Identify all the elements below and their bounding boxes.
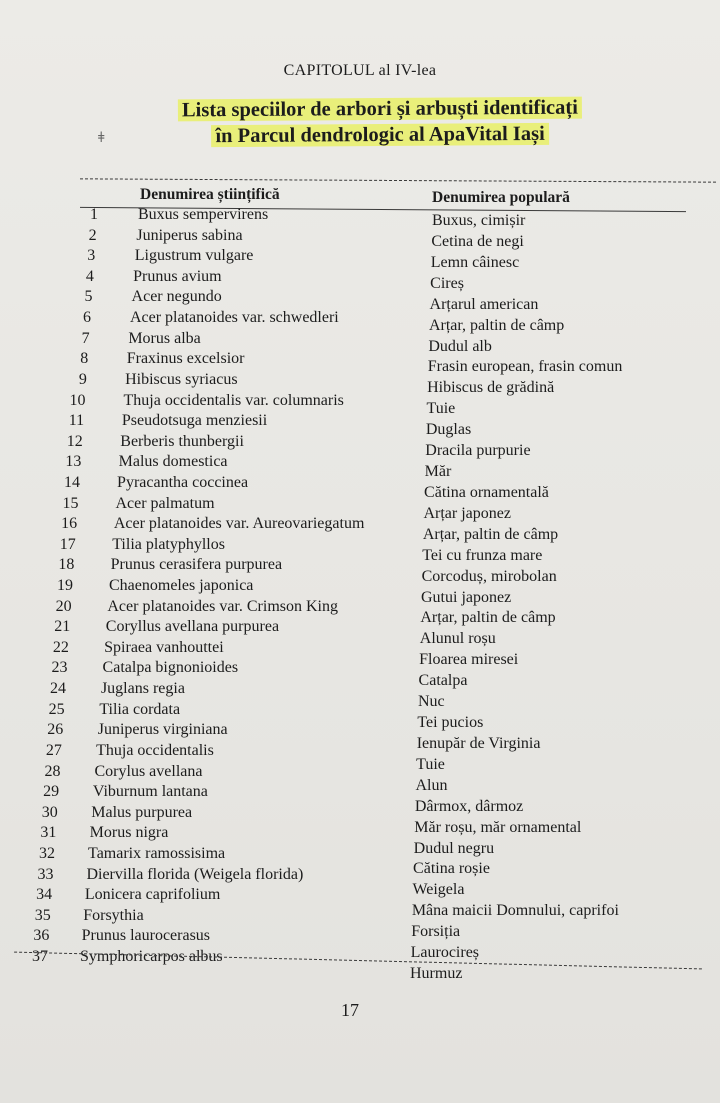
popular-name: Catalpa: [418, 672, 468, 690]
row-number: 11: [68, 412, 85, 430]
row-number: 28: [44, 762, 61, 780]
popular-name: Forsiția: [411, 923, 461, 941]
scientific-name: Viburnum lantana: [92, 783, 208, 801]
scientific-name: Buxus sempervirens: [138, 206, 269, 223]
popular-name: Duglas: [425, 421, 472, 439]
row-number: 16: [61, 515, 78, 533]
row-number: 13: [65, 453, 82, 471]
row-number: 19: [57, 577, 73, 594]
row-number: 2: [88, 226, 97, 244]
scientific-name: Prunus laurocerasus: [81, 927, 211, 945]
row-number: 15: [62, 494, 79, 512]
scientific-name: Forsythia: [83, 906, 144, 924]
scientific-name: Juniperus virginiana: [97, 721, 228, 739]
popular-name: Arțar, paltin de câmp: [422, 525, 559, 543]
scientific-name: Spiraea vanhouttei: [104, 638, 224, 656]
row-number: 14: [63, 473, 80, 491]
row-number: 4: [85, 267, 94, 285]
popular-name: Ienupăr de Virginia: [416, 734, 541, 752]
popular-name: Hibiscus de grădină: [427, 379, 555, 397]
popular-name: Arțar japonez: [423, 504, 511, 522]
scientific-name: Prunus avium: [133, 267, 222, 285]
scientific-name: Lonicera caprifolium: [84, 886, 221, 904]
popular-name: Hurmuz: [410, 965, 463, 982]
popular-name: Floarea miresei: [419, 651, 519, 669]
popular-name: Arțar, paltin de câmp: [420, 609, 556, 627]
row-number: 12: [66, 432, 83, 450]
popular-name: Gutui japonez: [421, 588, 512, 606]
scientific-name: Acer platanoides var. Crimson King: [107, 597, 338, 615]
popular-name: Buxus, cimișir: [432, 212, 526, 229]
popular-name: Mâna maicii Domnului, caprifoi: [411, 902, 619, 920]
scientific-name: Malus domestica: [118, 453, 228, 471]
scientific-name: Chaenomeles japonica: [109, 577, 254, 594]
popular-name: Weigela: [412, 881, 465, 899]
row-number: 33: [37, 865, 54, 883]
row-number: 27: [45, 741, 62, 759]
scientific-name: Pyracantha coccinea: [117, 473, 249, 491]
scientific-name: Corylus avellana: [94, 762, 203, 780]
row-number: 26: [47, 721, 64, 739]
popular-name: Arțar, paltin de câmp: [428, 316, 565, 334]
scientific-name: Acer negundo: [131, 288, 222, 306]
scientific-name: Morus alba: [128, 329, 201, 347]
row-number: 29: [43, 783, 60, 801]
scientific-name: Acer palmatum: [115, 494, 215, 512]
row-number: 24: [50, 680, 67, 698]
scientific-name: Coryllus avellana purpurea: [105, 618, 280, 636]
row-number: 7: [81, 329, 90, 347]
popular-name: Nuc: [417, 693, 445, 711]
row-number: 23: [51, 659, 68, 677]
margin-mark: ǂ: [98, 130, 105, 146]
popular-name: Dudul negru: [413, 839, 495, 857]
popular-name: Măr: [424, 463, 452, 480]
popular-name: Cătina roșie: [413, 860, 490, 878]
row-number: 5: [84, 288, 93, 306]
title-line-2: în Parcul dendrologic al ApaVital Iași: [211, 123, 549, 147]
row-number: 31: [40, 824, 57, 842]
scientific-name: Tamarix ramossisima: [88, 844, 226, 862]
row-number: 18: [58, 556, 75, 574]
scientific-name: Diervilla florida (Weigela florida): [86, 865, 304, 883]
row-number: 22: [52, 638, 69, 656]
row-number: 36: [33, 927, 50, 945]
popular-name: Tei cu frunza mare: [422, 546, 543, 564]
scientific-name: Juglans regia: [100, 680, 185, 698]
chapter-heading: CAPITOLUL al IV-lea: [283, 62, 437, 79]
row-number: 32: [38, 844, 55, 862]
table-top-rule: [80, 178, 716, 182]
page-number: 17: [341, 1000, 359, 1020]
popular-name: Dârmox, dârmoz: [414, 797, 524, 815]
header-popular-name: Denumirea populară: [432, 189, 570, 206]
scientific-name: Prunus cerasifera purpurea: [110, 556, 283, 574]
popular-name: Măr roșu, măr ornamental: [414, 818, 582, 836]
popular-name: Cetina de negi: [431, 232, 524, 250]
row-number: 34: [36, 886, 53, 904]
scientific-name: Berberis thunbergii: [120, 432, 244, 450]
popular-name: Cătina ornamentală: [424, 483, 549, 501]
popular-name: Laurocireș: [410, 944, 480, 962]
scientific-name: Malus purpurea: [91, 803, 193, 821]
header-scientific-name: Denumirea științifică: [140, 186, 280, 203]
scientific-name: Fraxinus excelsior: [126, 350, 245, 368]
scientific-name: Ligustrum vulgare: [134, 247, 254, 265]
scientific-name: Pseudotsuga menziesii: [121, 412, 268, 430]
popular-name: Corcoduș, mirobolan: [421, 567, 557, 585]
popular-name: Alunul roșu: [419, 630, 496, 648]
popular-name: Tei pucios: [417, 714, 484, 731]
scientific-name: Thuja occidentalis var. columnaris: [123, 391, 344, 409]
row-number: 20: [55, 597, 72, 615]
scientific-name: Thuja occidentalis: [96, 741, 214, 759]
popular-name: Arțarul american: [429, 295, 539, 313]
row-number: 30: [41, 803, 58, 821]
page-title: [130, 94, 630, 149]
scientific-name: Juniperus sabina: [136, 226, 243, 244]
scientific-name: Tilia platyphyllos: [112, 535, 225, 553]
row-number: 25: [48, 700, 65, 718]
popular-name: Alun: [415, 776, 448, 794]
popular-name: Frasin european, frasin comun: [427, 358, 623, 376]
scientific-name: Catalpa bignonioides: [102, 659, 239, 677]
row-number: 8: [80, 350, 89, 368]
title-line-1: Lista speciilor de arbori și arbuști identificați: [178, 97, 582, 122]
row-number: 3: [87, 247, 96, 265]
scientific-name: Acer platanoides var. schwedleri: [129, 309, 339, 327]
row-number: 9: [78, 370, 87, 388]
popular-name: Dracila purpurie: [425, 442, 531, 460]
popular-name: Tuie: [416, 755, 445, 773]
row-number: 1: [90, 206, 98, 223]
popular-name: Lemn câinesc: [430, 253, 520, 271]
popular-name: Cireș: [430, 274, 464, 292]
row-number: 6: [83, 309, 92, 327]
popular-name: Tuie: [426, 400, 456, 418]
row-number: 10: [69, 391, 86, 409]
row-number: 21: [54, 618, 71, 636]
scientific-name: Hibiscus syriacus: [125, 370, 238, 388]
scientific-name: Symphoricarpos albus: [80, 948, 223, 965]
row-number: 17: [59, 535, 76, 553]
scientific-name: Tilia cordata: [99, 700, 181, 718]
scientific-name: Morus nigra: [89, 824, 169, 842]
scientific-name: Acer platanoides var. Aureovariegatum: [113, 515, 365, 533]
row-number: 37: [32, 948, 48, 965]
row-number: 35: [34, 906, 51, 924]
popular-name: Dudul alb: [428, 337, 492, 355]
